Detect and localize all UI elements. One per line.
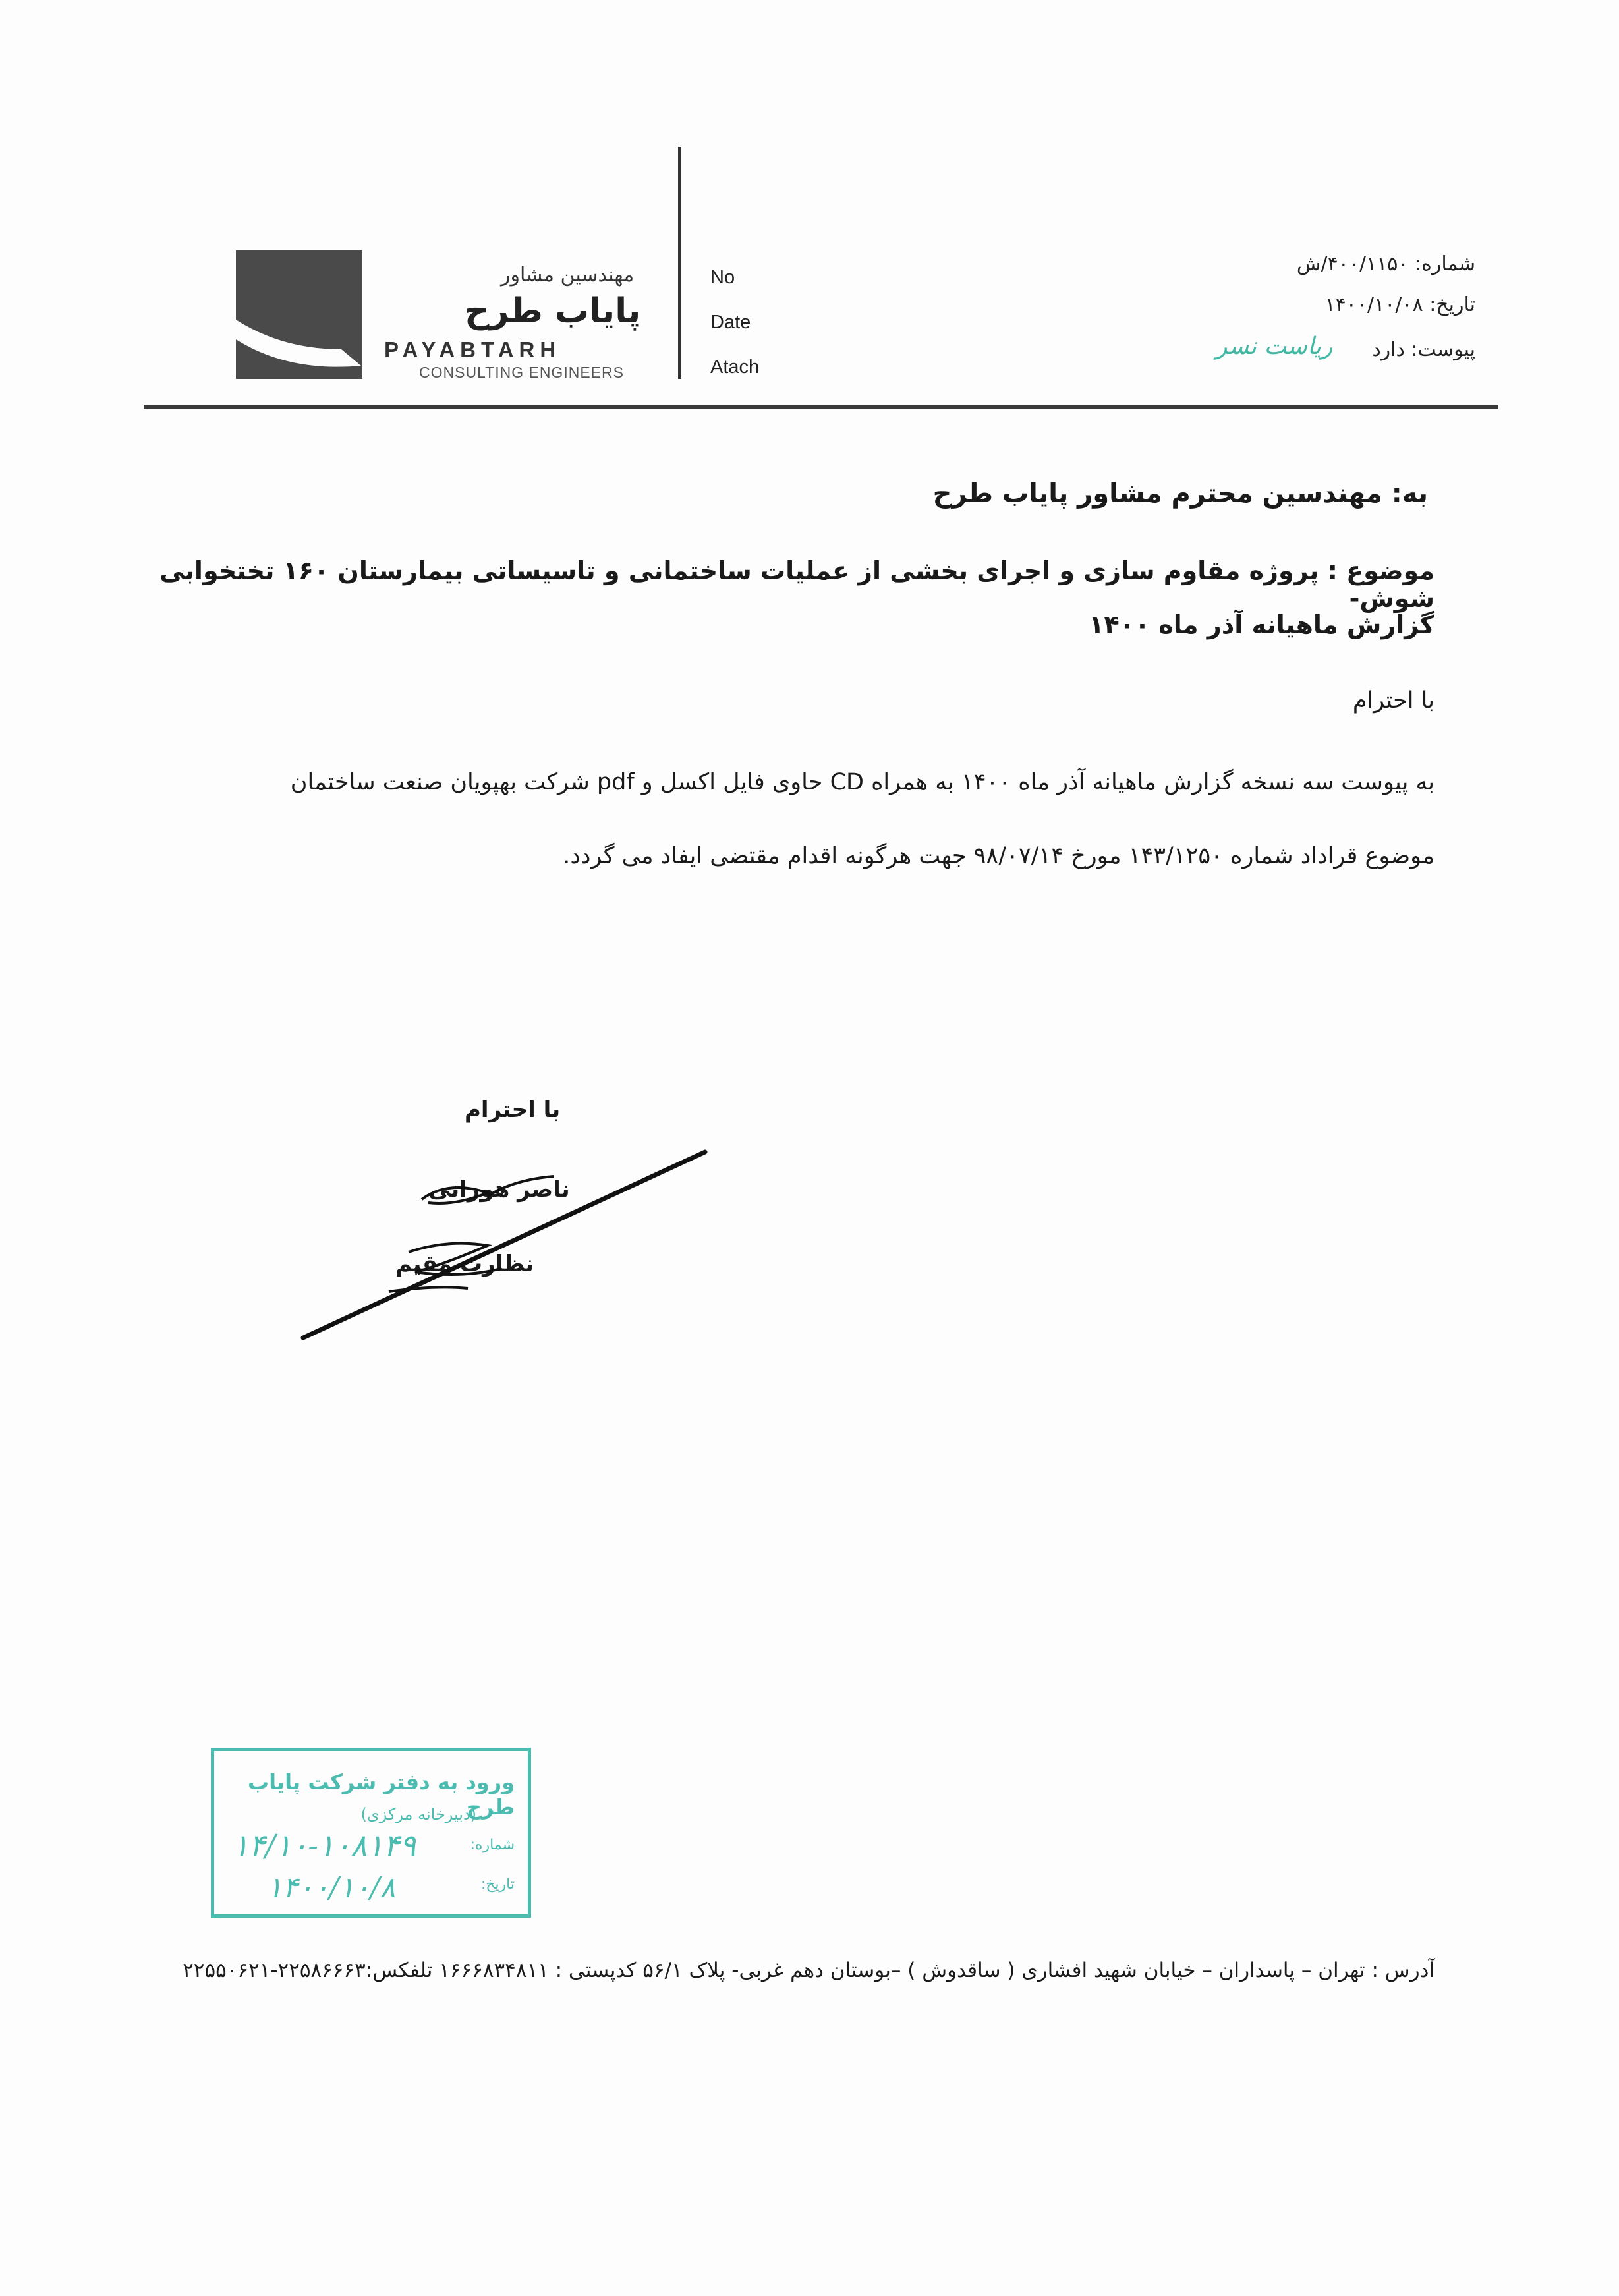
paragraph-line-2: موضوع قراداد شماره ۱۴۳/۱۲۵۰ مورخ ۹۸/۰۷/۱۴ جهت هرگونه اقدام مقتضی ایفاد می گردد.: [563, 843, 1434, 869]
field-date-label: Date: [710, 312, 751, 333]
stamp-number-value: ۱۴/۱۰-۱۰۸۱۴۹: [233, 1827, 416, 1863]
signer-title: نظارت مقیم: [395, 1251, 534, 1277]
stamp-date-value: ۱۴۰۰/۱۰/۸: [267, 1871, 396, 1905]
logo-english-subtitle: CONSULTING ENGINEERS: [419, 364, 624, 381]
logo-swoosh-icon: [236, 250, 362, 379]
letter-number: شماره: ۴۰۰/۱۱۵۰/ش: [1296, 252, 1475, 275]
letter-attachment: پیوست: دارد: [1372, 338, 1475, 361]
handwritten-signature: [290, 1140, 725, 1351]
subject-line-2: گزارش ماهیانه آذر ماه ۱۴۰۰: [1089, 610, 1434, 639]
company-logo-mark: [236, 250, 362, 379]
footer-address: آدرس : تهران – پاسداران – خیابان شهید افشاری ( ساقدوش ) –بوستان دهم غربی- پلاک ۵۶/۱ کدپستی : ۱۶۶۶۸۳۴۸۱۱ تلفکس:۲۲۵۸۶۶۶۳-۲۲۵۵۰۶۲۱: [183, 1959, 1434, 1982]
logo-persian-small: مهندسین مشاور: [501, 264, 635, 287]
signer-name: ناصر هورانی: [428, 1176, 570, 1203]
header-rule: [144, 405, 1498, 409]
field-no-label: No: [710, 267, 735, 288]
signature-closing: با احترام: [465, 1097, 561, 1123]
reception-stamp: [211, 1748, 531, 1918]
stamp-date-label: تاریخ:: [480, 1876, 515, 1893]
stamp-number-label: شماره:: [470, 1837, 515, 1853]
addressee: به: مهندسین محترم مشاور پایاب طرح: [932, 478, 1428, 509]
field-attach-label: Atach: [710, 357, 760, 378]
header-divider: [678, 147, 681, 379]
paragraph-line-1: به پیوست سه نسخه گزارش ماهیانه آذر ماه ۱۴۰۰ به همراه CD حاوی فایل اکسل و pdf شرکت بهپویان صنعت ساختمان: [290, 769, 1434, 795]
letter-date: تاریخ: ۱۴۰۰/۱۰/۰۸: [1324, 293, 1475, 316]
logo-english-name: PAYABTARH: [384, 337, 561, 362]
greeting: با احترام: [1352, 687, 1434, 714]
stamp-title: ورود به دفتر شرکت پایاب طرح: [247, 1769, 515, 1820]
logo-persian-name: پایاب طرح: [465, 291, 641, 331]
handwritten-note: ریاست نسر: [1216, 333, 1333, 360]
subject-line-1: موضوع : پروژه مقاوم سازی و اجرای بخشی از عملیات ساختمانی و تاسیساتی بیمارستان ۱۶۰ تختخوابی شوش-: [159, 556, 1434, 613]
stamp-subtitle: (دبیرخانه مرکزی): [360, 1805, 476, 1823]
